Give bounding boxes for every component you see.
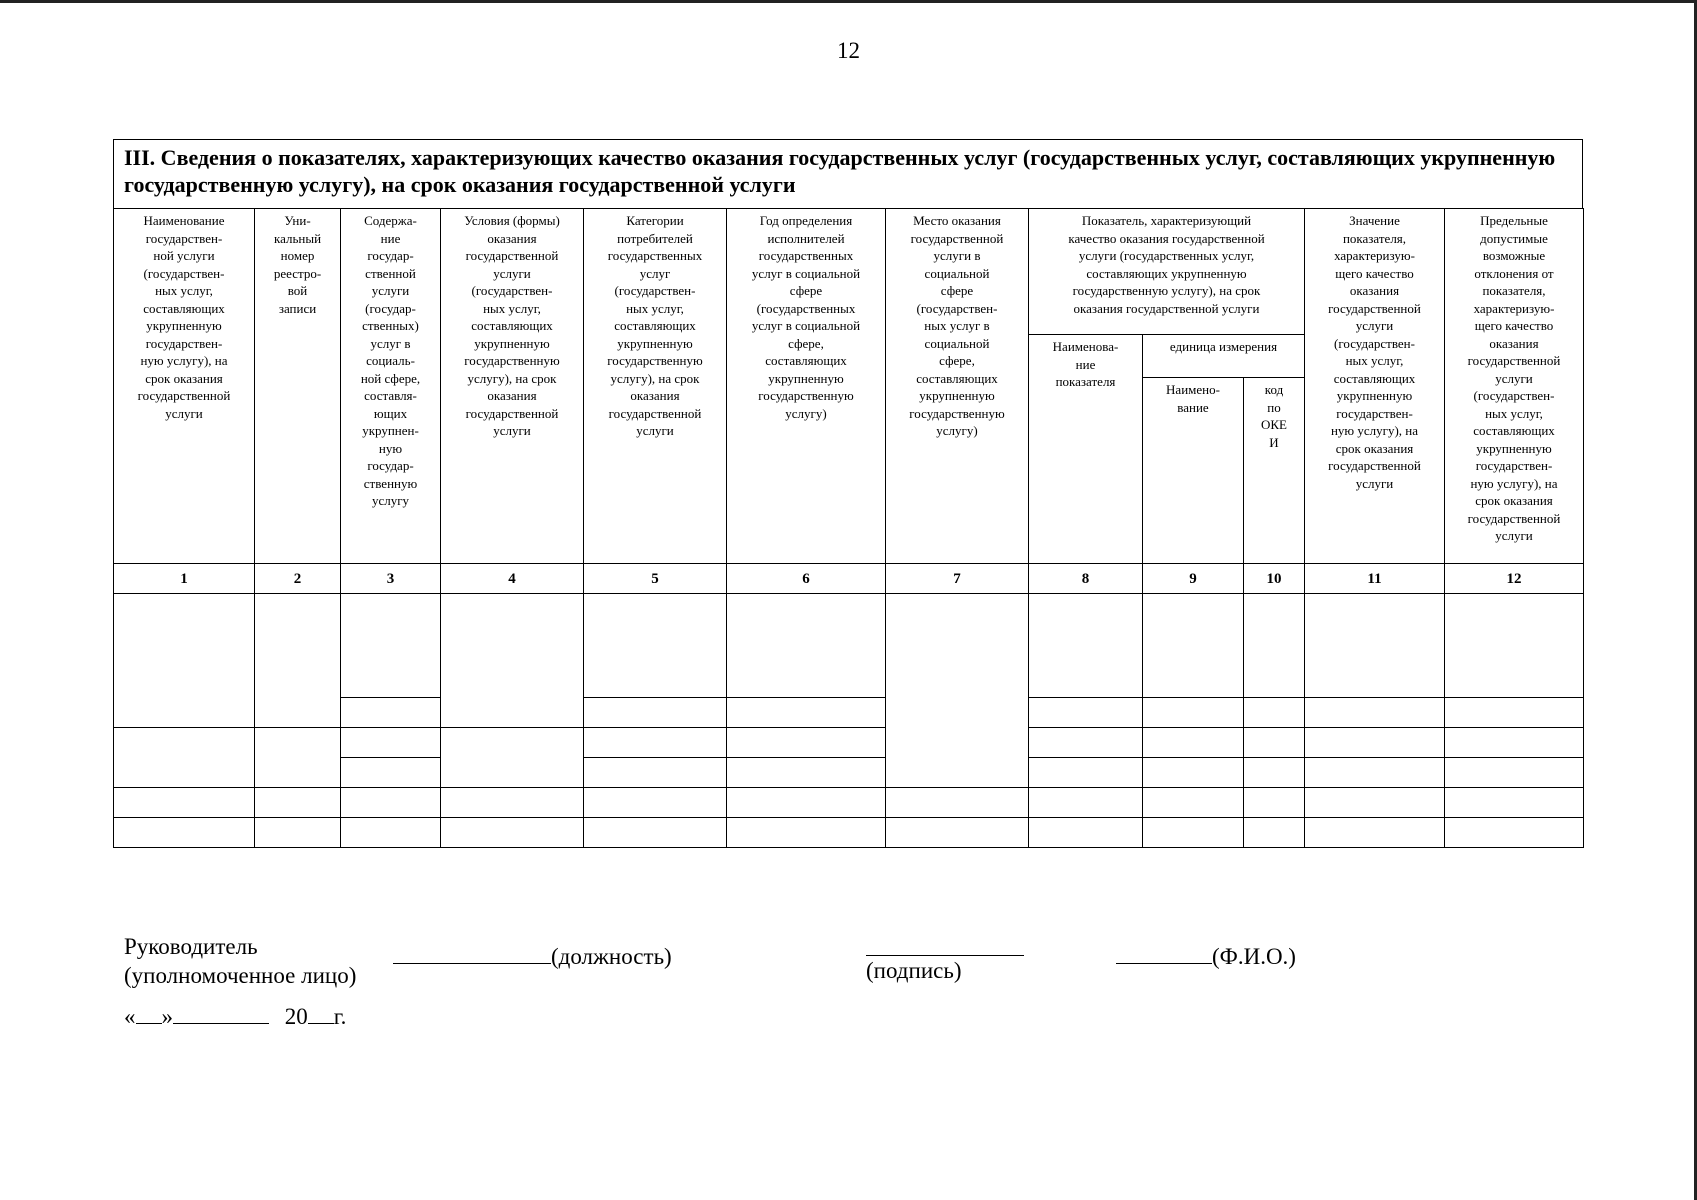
signature-line[interactable] <box>866 934 1024 956</box>
name-line[interactable] <box>1116 963 1212 964</box>
header-determination-year: Год определения исполнителей государственных услуг в социальной сфере (государственных услуг в социальной сфере, составляющих укрупненную государственную услугу) <box>727 209 886 564</box>
empty-cell[interactable] <box>584 698 727 728</box>
empty-cell[interactable] <box>886 818 1029 848</box>
date-open-quote: « <box>124 1004 136 1029</box>
empty-cell[interactable] <box>886 594 1029 788</box>
empty-cell[interactable] <box>1143 728 1244 758</box>
position-field <box>393 944 672 970</box>
column-number: 5 <box>584 564 727 594</box>
signature-label: (подпись) <box>866 958 962 983</box>
empty-cell[interactable] <box>1244 758 1305 788</box>
empty-cell[interactable] <box>1445 594 1584 698</box>
empty-cell[interactable] <box>727 788 886 818</box>
empty-cell[interactable] <box>255 818 341 848</box>
header-okei-code: код по ОКЕ И <box>1244 378 1305 564</box>
header-service-content: Содержа- ние государ- ственной услуги (государ- ственных) услуг в социаль- ной сфере, составля- ющих укрупнен- ную государ- ственную услугу <box>341 209 441 564</box>
empty-cell[interactable] <box>1143 698 1244 728</box>
empty-cell[interactable] <box>1305 728 1445 758</box>
header-quality-indicator-group: Показатель, характеризующий качество оказания государственной услуги (государственных услуг, составляющих укрупненную государственную услугу), на срок оказания государственной услуги <box>1029 209 1305 335</box>
empty-cell[interactable] <box>1445 728 1584 758</box>
empty-cell[interactable] <box>1029 818 1143 848</box>
header-service-place: Место оказания государственной услуги в социальной сфере (государствен- ных услуг в социальной сфере, составляющих укрупненную государственную услугу) <box>886 209 1029 564</box>
empty-cell[interactable] <box>1143 818 1244 848</box>
empty-cell[interactable] <box>341 788 441 818</box>
empty-cell[interactable] <box>1029 594 1143 698</box>
empty-cell[interactable] <box>584 728 727 758</box>
column-number: 11 <box>1305 564 1445 594</box>
column-number: 10 <box>1244 564 1305 594</box>
empty-cell[interactable] <box>114 818 255 848</box>
header-registry-number: Уни- кальный номер реестро- вой записи <box>255 209 341 564</box>
empty-cell[interactable] <box>341 758 441 788</box>
scan-border-top <box>0 0 1697 3</box>
empty-cell[interactable] <box>441 594 584 728</box>
header-allowed-deviations: Предельные допустимые возможные отклонения от показателя, характеризую- щего качество оказания государственной услуги (государствен- ных услуг, составляющих укрупненную государствен- ную услугу), на срок оказания государственной услуги <box>1445 209 1584 564</box>
empty-cell[interactable] <box>114 788 255 818</box>
empty-cell[interactable] <box>1244 594 1305 698</box>
empty-cell[interactable] <box>114 594 255 728</box>
empty-cell[interactable] <box>441 818 584 848</box>
empty-cell[interactable] <box>1143 594 1244 698</box>
header-unit-group: единица измерения <box>1143 335 1305 378</box>
year-suffix: г. <box>333 1004 347 1029</box>
empty-cell[interactable] <box>341 818 441 848</box>
table-row <box>114 818 1584 848</box>
column-number: 3 <box>341 564 441 594</box>
header-indicator-value: Значение показателя, характеризую- щего качество оказания государственной услуги (государствен- ных услуг, составляющих укрупненную государствен- ную услугу), на срок оказания государственной услуги <box>1305 209 1445 564</box>
column-number: 4 <box>441 564 584 594</box>
name-field <box>1116 944 1296 970</box>
empty-cell[interactable] <box>727 758 886 788</box>
empty-cell[interactable] <box>441 728 584 788</box>
column-number: 7 <box>886 564 1029 594</box>
position-line[interactable] <box>393 963 551 964</box>
empty-cell[interactable] <box>1244 728 1305 758</box>
empty-cell[interactable] <box>1305 818 1445 848</box>
empty-cell[interactable] <box>727 698 886 728</box>
date-month-line[interactable] <box>173 1023 269 1024</box>
header-service-conditions: Условия (формы) оказания государственной услуги (государствен- ных услуг, составляющих укрупненную государственную услугу), на срок оказания государственной услуги <box>441 209 584 564</box>
table-row <box>114 728 1584 758</box>
empty-cell[interactable] <box>441 788 584 818</box>
section-title: III. Сведения о показателях, характеризующих качество оказания государственных услуг (государственных услуг, составляющих укрупненную государственную услугу), на срок оказания государственной услуги <box>124 145 1556 197</box>
empty-cell[interactable] <box>727 818 886 848</box>
empty-cell[interactable] <box>584 788 727 818</box>
header-unit-name: Наимено- вание <box>1143 378 1244 564</box>
signature-role <box>124 932 356 990</box>
empty-cell[interactable] <box>1244 788 1305 818</box>
empty-cell[interactable] <box>1244 698 1305 728</box>
empty-cell[interactable] <box>1305 594 1445 698</box>
column-number: 8 <box>1029 564 1143 594</box>
empty-cell[interactable] <box>1305 788 1445 818</box>
empty-cell[interactable] <box>341 698 441 728</box>
empty-cell[interactable] <box>255 594 341 728</box>
date-close-quote: » <box>161 1004 173 1029</box>
empty-cell[interactable] <box>584 818 727 848</box>
empty-cell[interactable] <box>1143 788 1244 818</box>
date-field <box>124 1004 346 1030</box>
empty-cell[interactable] <box>1029 728 1143 758</box>
table-row <box>114 594 1584 698</box>
role-line-1: Руководитель <box>124 934 258 959</box>
name-label: (Ф.И.О.) <box>1212 944 1296 969</box>
empty-cell[interactable] <box>1305 758 1445 788</box>
empty-cell[interactable] <box>584 758 727 788</box>
empty-cell[interactable] <box>1445 818 1584 848</box>
empty-cell[interactable] <box>1244 818 1305 848</box>
empty-cell[interactable] <box>1029 758 1143 788</box>
empty-cell[interactable] <box>114 728 255 788</box>
empty-cell[interactable] <box>1445 758 1584 788</box>
column-number: 1 <box>114 564 255 594</box>
section-header-box <box>113 139 1583 208</box>
page-number: 12 <box>837 38 860 63</box>
empty-cell[interactable] <box>341 728 441 758</box>
empty-cell[interactable] <box>727 594 886 698</box>
role-line-2: (уполномоченное лицо) <box>124 963 357 988</box>
column-numbers-row <box>114 564 1584 594</box>
date-year-line[interactable] <box>308 1023 334 1024</box>
empty-cell[interactable] <box>255 788 341 818</box>
empty-cell[interactable] <box>1445 698 1584 728</box>
empty-cell[interactable] <box>341 594 441 698</box>
column-number: 6 <box>727 564 886 594</box>
header-indicator-name: Наименова- ние показателя <box>1029 335 1143 564</box>
empty-cell[interactable] <box>1445 788 1584 818</box>
column-number: 9 <box>1143 564 1244 594</box>
quality-indicators-table <box>113 208 1584 848</box>
date-day-line[interactable] <box>136 1023 162 1024</box>
empty-cell[interactable] <box>886 788 1029 818</box>
empty-cell[interactable] <box>584 594 727 698</box>
table-row <box>114 788 1584 818</box>
header-service-name: Наименование государствен- ной услуги (государствен- ных услуг, составляющих укрупненную государствен- ную услугу), на срок оказания государственной услуги <box>114 209 255 564</box>
empty-cell[interactable] <box>1143 758 1244 788</box>
empty-cell[interactable] <box>1305 698 1445 728</box>
empty-cell[interactable] <box>1029 698 1143 728</box>
year-prefix: 20 <box>284 1004 308 1029</box>
column-number: 2 <box>255 564 341 594</box>
header-consumer-categories: Категории потребителей государственных услуг (государствен- ных услуг, составляющих укрупненную государственную услугу), на срок оказания государственной услуги <box>584 209 727 564</box>
position-label: (должность) <box>551 944 672 969</box>
signature-field <box>866 934 1024 984</box>
empty-cell[interactable] <box>1029 788 1143 818</box>
column-number: 12 <box>1445 564 1584 594</box>
empty-cell[interactable] <box>727 728 886 758</box>
empty-cell[interactable] <box>255 728 341 788</box>
